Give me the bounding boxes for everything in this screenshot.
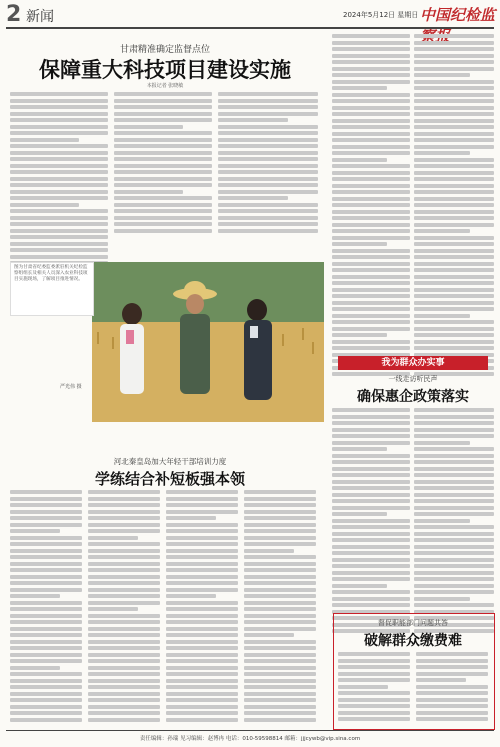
right-col-1 <box>332 34 410 379</box>
second-col-3 <box>166 490 238 724</box>
lower-kicker: 督促职能部门问题共答 <box>378 619 448 627</box>
photo-credit: 严光伟 摄 <box>60 384 82 390</box>
right-kicker: 一线走访听民声 <box>388 375 438 383</box>
second-col-1 <box>10 490 82 724</box>
section-title: 新闻 <box>26 9 54 25</box>
right-col-2 <box>414 34 494 379</box>
lower-col-2 <box>416 652 488 724</box>
second-kicker: 河北秦皇岛加大年轻干部培训力度 <box>113 457 227 466</box>
right-col-3 <box>332 408 410 636</box>
right-col-4 <box>414 408 494 636</box>
second-col-2 <box>88 490 160 724</box>
header-rule <box>6 27 494 29</box>
footer-rule <box>6 730 494 731</box>
section-band: 我为群众办实事 <box>338 356 488 370</box>
photo-caption: 图为甘肃省纪委监委派驻机关纪检监察组组长及相关人员深入农业科技项目实施现场，了解项目推进情况。 <box>10 262 94 316</box>
footer-info: 责任编辑：孙瑞 见习编辑：赵博冉 电话：010-59598814 邮箱：jjjcywb@vip.sina.com <box>139 736 361 742</box>
lead-kicker: 甘肃精准确定监督点位 <box>119 45 210 55</box>
lead-col-2 <box>114 92 212 235</box>
lead-byline: 本报记者 张晓敏 <box>146 83 184 89</box>
right-headline: 确保惠企政策落实 <box>357 389 469 405</box>
lower-col-1 <box>338 652 410 724</box>
lower-headline: 破解群众缴费难 <box>364 633 462 649</box>
issue-date: 2024年5月12日 星期日 <box>343 11 419 19</box>
lead-col-3 <box>218 92 318 235</box>
paper-logo: 中国纪检监 <box>420 6 496 24</box>
second-headline: 学练结合补短板强本领 <box>94 470 245 488</box>
lead-photo <box>92 262 324 422</box>
page-number: 2 <box>6 2 22 27</box>
lead-headline: 保障重大科技项目建设实施 <box>39 57 291 82</box>
second-col-4 <box>244 490 316 724</box>
wheat-field-photo <box>92 262 324 422</box>
